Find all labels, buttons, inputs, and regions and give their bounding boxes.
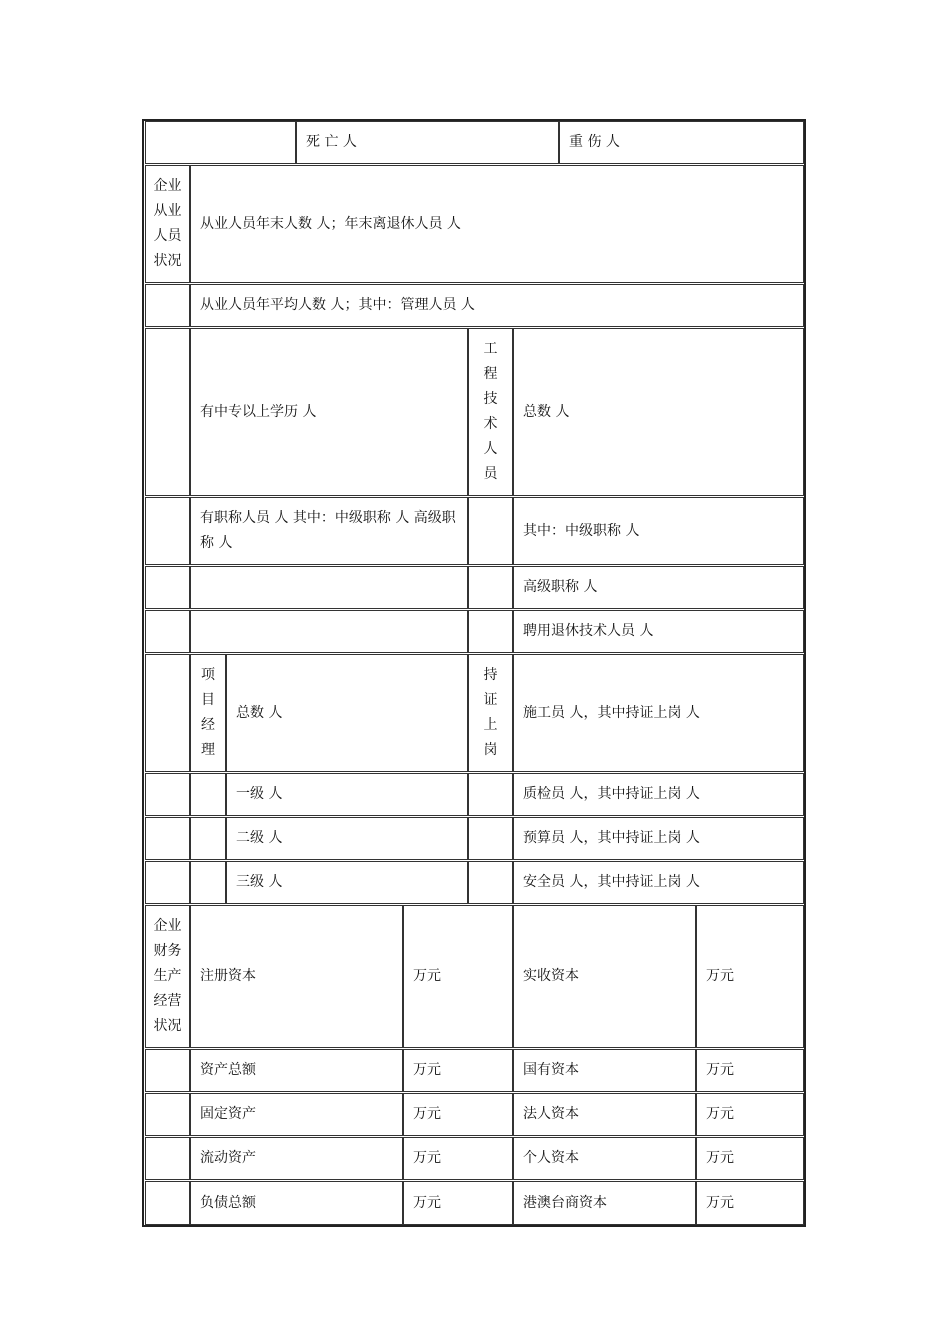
finance-right-unit: 万元 [706,968,734,984]
senior-title-cell [513,566,804,609]
finance-right-unit-cell [696,905,804,1048]
quality-inspector-cell [513,773,804,816]
finance-right-label-cell [513,1137,696,1180]
engineering-total: 总数 人 [523,403,570,420]
blank-cell [190,610,468,653]
blank-cell [145,121,296,164]
blank-cell [190,773,226,816]
engineering-total-cell [513,328,804,496]
mid-title-cell [513,497,804,565]
finance-left-label-cell [190,1049,403,1092]
finance-left-unit: 万元 [413,1106,441,1122]
finance-left-label: 负债总额 [200,1194,256,1211]
blank-cell [468,497,513,565]
finance-right-label-cell [513,1093,696,1136]
cert-label-char: 证 [483,692,498,708]
blank-cell [468,861,513,904]
engineering-label-char: 程 [483,366,498,382]
construction-staff-cell [513,654,804,772]
blank-cell [190,861,226,904]
pm-level-3: 三级 人 [236,874,283,890]
finance-right-unit-cell [696,1049,804,1092]
titled-staff: 有职称人员 人 其中：中级职称 人 高级职称 人 [200,510,456,551]
engineering-staff-label [468,328,513,496]
finance-left-label: 资产总额 [200,1062,256,1078]
finance-left-label: 流动资产 [200,1150,256,1166]
finance-left-unit-cell [403,1093,513,1136]
blank-cell [145,1137,190,1180]
engineering-label-char: 技 [483,391,498,407]
safety-officer: 安全员 人，其中持证上岗 人 [523,874,700,890]
serious-injuries-cell [559,121,804,164]
blank-cell [145,284,190,327]
cert-label-char: 持 [483,667,498,683]
engineering-label-char: 术 [483,416,498,432]
blank-cell [145,1049,190,1092]
finance-label-line: 企业 [153,918,182,934]
pm-level-1-cell [226,773,468,816]
blank-cell [468,817,513,860]
pm-total: 总数 人 [236,704,283,721]
engineering-label-char: 人 [483,441,498,457]
serious-injuries-label: 重 伤 人 [569,134,620,150]
blank-cell [145,497,190,565]
pm-level-1: 一级 人 [236,786,283,802]
pm-level-2: 二级 人 [236,830,283,846]
finance-right-unit: 万元 [706,1106,734,1122]
finance-right-unit: 万元 [706,1062,734,1078]
pm-level-3-cell [226,861,468,904]
blank-cell [145,861,190,904]
finance-left-label-cell [190,905,403,1048]
finance-left-unit-cell [403,1049,513,1092]
finance-left-label: 固定资产 [200,1106,256,1122]
pm-total-cell [226,654,468,772]
budget-officer-cell [513,817,804,860]
finance-left-unit-cell [403,1181,513,1225]
finance-right-label: 个人资本 [523,1150,579,1166]
blank-cell [468,610,513,653]
finance-right-label: 国有资本 [523,1062,579,1078]
employees-label-line: 企业 [153,178,182,194]
finance-left-label-cell [190,1137,403,1180]
pm-label-char: 经 [201,717,215,733]
year-end-headcount-cell [190,165,804,283]
deaths-label: 死 亡 人 [306,134,357,150]
blank-cell [190,566,468,609]
secondary-education: 有中专以上学历 人 [200,403,317,420]
blank-cell [190,817,226,860]
finance-left-label-cell [190,1181,403,1225]
finance-right-label: 港澳台商资本 [523,1194,607,1211]
finance-right-unit-cell [696,1137,804,1180]
finance-right-label: 实收资本 [523,968,579,984]
annual-average-cell [190,284,804,327]
blank-cell [145,328,190,496]
finance-label-line: 财务 [153,943,182,959]
year-end-headcount: 从业人员年末人数 人；年末离退休人员 人 [200,215,461,232]
engineering-label-char: 工 [483,341,498,357]
blank-cell [145,817,190,860]
employees-section-label [145,165,190,283]
blank-cell [145,610,190,653]
finance-left-unit-cell [403,1137,513,1180]
blank-cell [468,566,513,609]
retired-hired: 聘用退休技术人员 人 [523,623,654,639]
cert-label-char: 上 [483,717,498,733]
blank-cell [145,654,190,772]
pm-label-char: 项 [201,667,215,683]
finance-right-unit: 万元 [706,1150,734,1166]
finance-left-label-cell [190,1093,403,1136]
blank-cell [145,1093,190,1136]
deaths-cell [296,121,559,164]
safety-officer-cell [513,861,804,904]
finance-right-label: 法人资本 [523,1106,579,1122]
budget-officer: 预算员 人，其中持证上岗 人 [523,830,700,846]
finance-left-unit: 万元 [413,1150,441,1166]
finance-right-unit: 万元 [706,1194,734,1211]
blank-cell [145,566,190,609]
pm-label-char: 理 [201,742,215,758]
finance-right-label-cell [513,1049,696,1092]
certified-label [468,654,513,772]
finance-left-label: 注册资本 [200,968,256,984]
annual-average-headcount: 从业人员年平均人数 人；其中：管理人员 人 [200,297,475,313]
secondary-education-cell [190,328,468,496]
finance-left-unit: 万元 [413,1062,441,1078]
blank-cell [145,773,190,816]
finance-left-unit: 万元 [413,968,441,984]
finance-right-label-cell [513,1181,696,1225]
pm-level-2-cell [226,817,468,860]
finance-section-label [145,905,190,1048]
mid-title: 其中：中级职称 人 [523,522,640,539]
blank-cell [468,773,513,816]
finance-right-unit-cell [696,1093,804,1136]
blank-cell [145,1181,190,1225]
employees-label-line: 人员 [153,228,182,244]
retired-hired-cell [513,610,804,653]
employees-label-line: 状况 [153,253,182,269]
construction-staff: 施工员 人，其中持证上岗 人 [523,704,700,721]
finance-right-unit-cell [696,1181,804,1225]
finance-label-line: 经营 [153,993,182,1009]
finance-label-line: 生产 [153,968,182,984]
finance-left-unit: 万元 [413,1194,441,1211]
senior-title: 高级职称 人 [523,579,598,595]
finance-right-label-cell [513,905,696,1048]
quality-inspector: 质检员 人，其中持证上岗 人 [523,786,700,802]
cert-label-char: 岗 [483,742,498,758]
engineering-label-char: 员 [483,466,498,482]
pm-label-char: 目 [201,692,215,708]
project-manager-label [190,654,226,772]
titled-staff-cell [190,497,468,565]
employees-label-line: 从业 [153,203,182,219]
finance-label-line: 状况 [153,1018,182,1034]
finance-left-unit-cell [403,905,513,1048]
